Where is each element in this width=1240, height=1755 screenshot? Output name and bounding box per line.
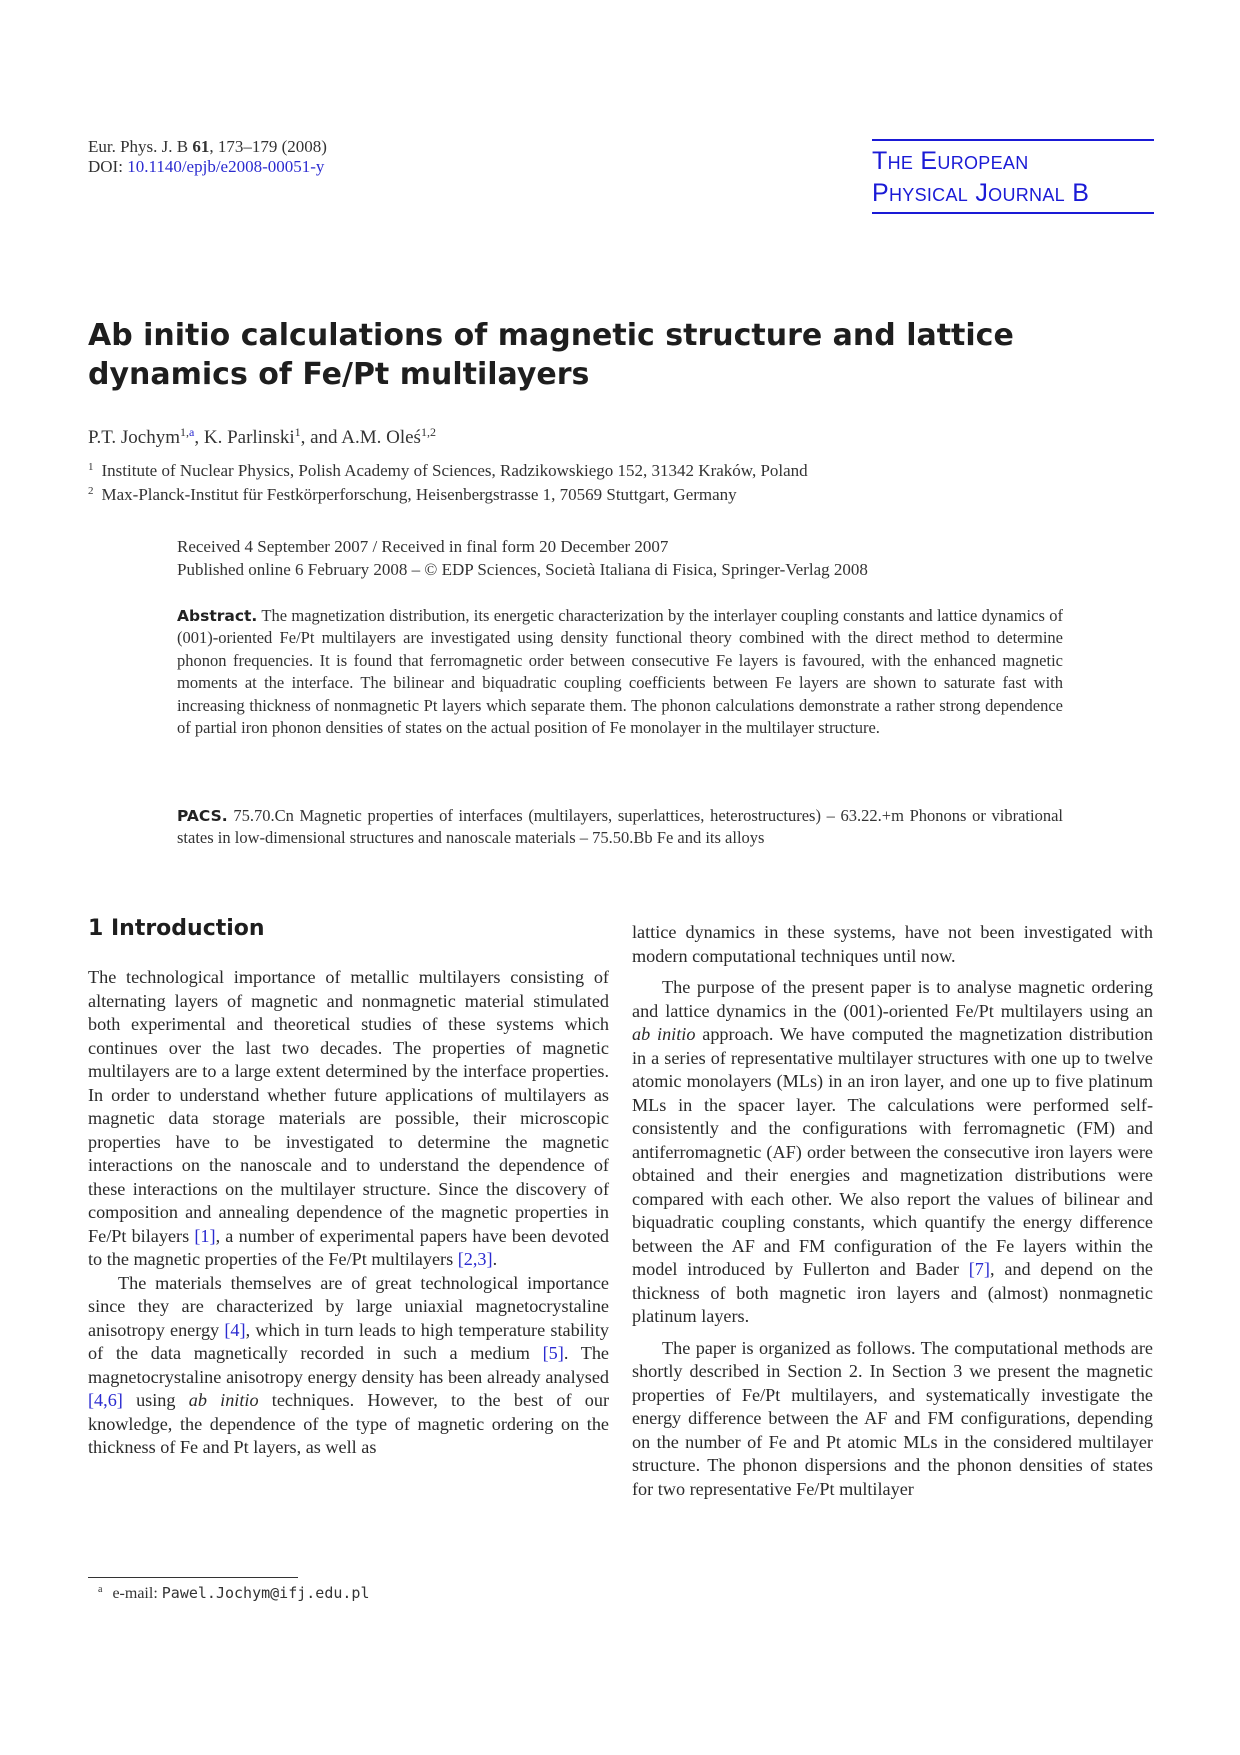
citation-line bbox=[88, 137, 327, 157]
intro-paragraph-2: The materials themselves are of great technological importance since they are characterized by large uniaxial magnetocrystaline anisotropy energy [4], which in turn leads to high temperature stability of the data magnetically recorded in such a medium [5]. The magnetocrystaline anisotropy energy density has been already analysed [4,6] using ab initio techniques. However, to the best of our knowledge, the dependence of the type of magnetic ordering on the thickness of Fe and Pt layers, as well as bbox=[88, 1272, 610, 1457]
brand-line-1: The European bbox=[872, 147, 1029, 175]
doi-link[interactable]: 10.1140/epjb/e2008-00051-y bbox=[127, 157, 325, 176]
citation-link[interactable]: [5] bbox=[542, 1343, 564, 1363]
left-column bbox=[88, 966, 609, 1460]
journal-reference bbox=[88, 137, 327, 177]
doi-line bbox=[88, 157, 327, 177]
footnote-a-link[interactable]: a bbox=[189, 425, 195, 439]
author-3: , and A.M. Oleś bbox=[300, 427, 421, 448]
affiliation-2: $^2$ Max-Planck-Institut für Festkörperforschung, Heisenbergstrasse 1, 70569 Stuttgart, Germany bbox=[88, 485, 737, 504]
footnote-rule bbox=[88, 1577, 298, 1578]
right-column bbox=[632, 921, 1153, 1501]
footnote bbox=[98, 1584, 369, 1603]
footnote-label: e-mail: bbox=[112, 1585, 162, 1602]
intro-paragraph-4: The paper is organized as follows. The computational methods are shortly described in Section 2. In Section 3 we present the magnetic properties of Fe/Pt multilayers, and systematically investigate the energy difference between the AF and FM configurations, depending on the number of Fe and Pt atomic MLs in the considered multilayer structure. The phonon dispersions and the phonon densities of states for two representative Fe/Pt multilayer bbox=[632, 1337, 1153, 1499]
doi-label: DOI: bbox=[88, 157, 128, 176]
citation-link[interactable]: [4,6] bbox=[88, 1390, 123, 1410]
author-1-affil: 1,a bbox=[180, 425, 195, 439]
journal-name: Eur. Phys. J. B bbox=[88, 137, 189, 156]
pacs-codes bbox=[177, 805, 1063, 850]
author-email[interactable]: Pawel.Jochym@ifj.edu.pl bbox=[161, 1584, 370, 1602]
abstract bbox=[177, 605, 1063, 739]
pacs-text: 75.70.Cn Magnetic properties of interfaces (multilayers, superlattices, heterostructures) – 63.22.+m Phonons or vibrational states in low-dimensional structures and nanoscale materials – 75.50.Bb Fe and its alloys bbox=[177, 806, 1064, 848]
abstract-label: Abstract. bbox=[177, 607, 258, 625]
abstract-text: The magnetization distribution, its energetic characterization by the interlayer coupling constants and lattice dynamics of (001)-oriented Fe/Pt multilayers are investigated using density functional theory combined with the direct method to determine phonon frequencies. It is found that ferromagnetic order between consecutive Fe layers is favoured, with the enhanced magnetic moments at the interface. The bilinear and biquadratic coupling coefficients between Fe layers are shown to saturate fast with increasing thickness of nonmagnetic Pt layers which separate them. The phonon calculations demonstrate a rather strong dependence of partial iron phonon densities of states on the actual position of Fe monolayer in the multilayer structure. bbox=[177, 606, 1063, 738]
published-date: Published online 6 February 2008 – © EDP Sciences, Società Italiana di Fisica, Springer-Verlag 2008 bbox=[177, 560, 868, 579]
citation-link[interactable]: [2,3] bbox=[457, 1249, 493, 1269]
intro-paragraph-continued: lattice dynamics in these systems, have not been investigated with modern computational techniques until now. bbox=[632, 922, 1153, 966]
affiliation-1: $^1$ Institute of Nuclear Physics, Polish Academy of Sciences, Radzikowskiego 152, 31342 Kraków, Poland bbox=[88, 461, 808, 480]
volume-number: 61 bbox=[192, 137, 210, 156]
journal-brand-logo bbox=[872, 139, 1154, 214]
footnote-mark: a bbox=[98, 1584, 103, 1595]
citation-link[interactable]: [1] bbox=[194, 1225, 216, 1246]
citation-link[interactable]: [7] bbox=[968, 1259, 990, 1279]
intro-paragraph-3: The purpose of the present paper is to analyse magnetic ordering and lattice dynamics in the (001)-oriented Fe/Pt multilayers using an ab initio approach. We have computed the magnetization distribution in a series of representative multilayer structures with one up to twelve atomic monolayers (MLs) in an iron layer, and one up to five platinum MLs in the spacer layer. The calculations were performed self-consistently and the configurations with ferromagnetic (FM) and antiferromagnetic (AF) order between the consecutive iron layers were obtained and their energies and magnetization distributions were compared with each other. We also report the values of bilinear and biquadratic coupling constants, which quantify the energy difference between the AF and FM configuration of the Fe layers within the model introduced by Fullerton and Bader [7], and depend on the thickness of both magnetic iron layers and (almost) nonmagnetic platinum layers. bbox=[632, 977, 1154, 1326]
author-2: , K. Parlinski bbox=[194, 427, 295, 448]
brand-line-2: Physical Journal B bbox=[872, 179, 1090, 207]
pages-year: , 173–179 (2008) bbox=[209, 137, 327, 156]
pacs-label: PACS. bbox=[177, 807, 228, 825]
intro-paragraph-1: The technological importance of metallic multilayers consisting of alternating layers of magnetic and nonmagnetic material stimulated both experimental and theoretical studies of these systems which continues over the last two decades. The properties of magnetic multilayers are to a large extent determined by the interface properties. In order to understand whether future applications of multilayers as magnetic data storage materials are possible, their microscopic properties have to be investigated to determine the magnetic interactions on the nanoscale and to understand the dependence of these interactions on the multilayer structure. Since the discovery of composition and annealing dependence of the magnetic properties in Fe/Pt bilayers [1], a number of experimental papers have been devoted to the magnetic properties of the Fe/Pt multilayers [2,3]. bbox=[88, 967, 610, 1269]
section-heading: 1 Introduction bbox=[88, 916, 265, 941]
citation-link[interactable]: [4] bbox=[224, 1319, 246, 1340]
author-1: P.T. Jochym bbox=[88, 427, 181, 448]
author-2-affil: 1 bbox=[294, 425, 301, 439]
author-list bbox=[88, 425, 436, 449]
author-3-affil: 1,2 bbox=[420, 425, 436, 439]
paper-title: Ab initio calculations of magnetic structure and lattice dynamics of Fe/Pt multilayers bbox=[88, 318, 1014, 392]
received-date: Received 4 September 2007 / Received in final form 20 December 2007 bbox=[177, 537, 669, 556]
